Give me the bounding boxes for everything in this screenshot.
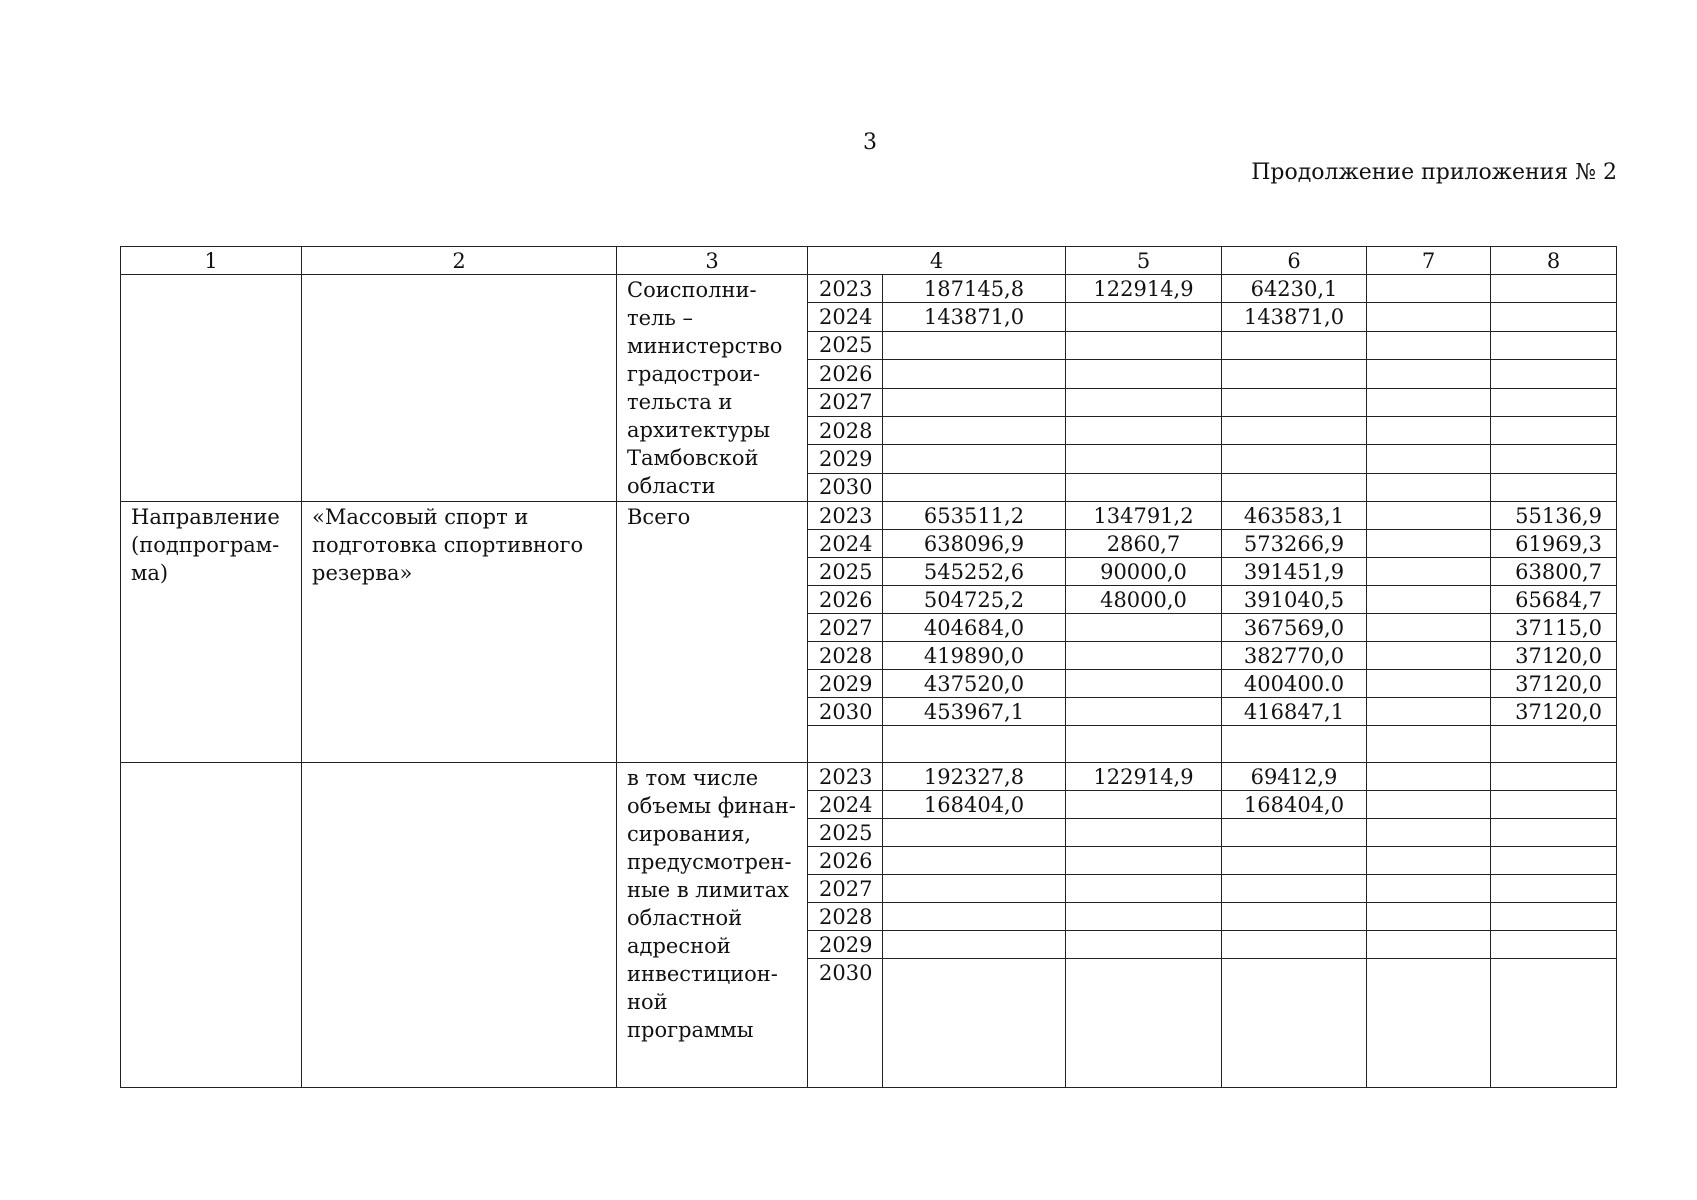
regional-cell: 573266,9 bbox=[1222, 530, 1367, 558]
regional-cell bbox=[1222, 416, 1367, 444]
local-cell bbox=[1367, 530, 1491, 558]
local-cell bbox=[1367, 614, 1491, 642]
other-cell bbox=[1491, 388, 1617, 416]
regional-cell: 64230,1 bbox=[1222, 275, 1367, 303]
local-cell bbox=[1367, 275, 1491, 303]
year-cell: 2028 bbox=[808, 416, 883, 444]
section-direction-cell bbox=[121, 502, 302, 763]
empty-cell bbox=[121, 763, 302, 1088]
regional-cell bbox=[1222, 445, 1367, 473]
federal-cell bbox=[1066, 416, 1222, 444]
local-cell bbox=[1367, 763, 1491, 791]
funding-table bbox=[120, 246, 1617, 1088]
year-cell: 2027 bbox=[808, 614, 883, 642]
regional-cell bbox=[1222, 959, 1367, 1088]
total-cell: 187145,8 bbox=[883, 275, 1066, 303]
other-cell bbox=[1491, 416, 1617, 444]
federal-cell bbox=[1066, 819, 1222, 847]
local-cell bbox=[1367, 445, 1491, 473]
section-direction-cell-line: Направление bbox=[131, 505, 280, 529]
empty-cell bbox=[1491, 726, 1617, 763]
local-cell bbox=[1367, 670, 1491, 698]
total-cell: 545252,6 bbox=[883, 558, 1066, 586]
federal-cell bbox=[1066, 847, 1222, 875]
table-row bbox=[121, 763, 1617, 791]
year-cell: 2026 bbox=[808, 847, 883, 875]
total-cell bbox=[883, 360, 1066, 388]
regional-cell bbox=[1222, 360, 1367, 388]
other-cell bbox=[1491, 903, 1617, 931]
local-cell bbox=[1367, 502, 1491, 530]
year-cell: 2023 bbox=[808, 275, 883, 303]
table-body bbox=[121, 247, 1617, 1088]
empty-cell bbox=[302, 763, 617, 1088]
federal-cell bbox=[1066, 360, 1222, 388]
continuation-label: Продолжение приложения № 2 bbox=[1251, 160, 1617, 185]
executor-cell-line: сирования, bbox=[627, 822, 752, 846]
federal-cell bbox=[1066, 388, 1222, 416]
total-cell: 638096,9 bbox=[883, 530, 1066, 558]
executor-cell-line: ной программы bbox=[627, 990, 754, 1042]
regional-cell: 391040,5 bbox=[1222, 586, 1367, 614]
executor-cell-line: ные в лимитах bbox=[627, 878, 789, 902]
empty-cell bbox=[1222, 726, 1367, 763]
year-cell: 2023 bbox=[808, 502, 883, 530]
total-cell bbox=[883, 331, 1066, 359]
other-cell bbox=[1491, 931, 1617, 959]
header-row bbox=[121, 247, 1617, 275]
regional-cell bbox=[1222, 388, 1367, 416]
regional-cell bbox=[1222, 875, 1367, 903]
executor-cell-line: предусмотрен- bbox=[627, 850, 792, 874]
federal-cell: 122914,9 bbox=[1066, 763, 1222, 791]
federal-cell bbox=[1066, 791, 1222, 819]
executor-cell-line: тельста и bbox=[627, 390, 733, 414]
other-cell bbox=[1491, 847, 1617, 875]
local-cell bbox=[1367, 586, 1491, 614]
federal-cell bbox=[1066, 875, 1222, 903]
regional-cell bbox=[1222, 847, 1367, 875]
local-cell bbox=[1367, 331, 1491, 359]
regional-cell: 168404,0 bbox=[1222, 791, 1367, 819]
year-cell: 2023 bbox=[808, 763, 883, 791]
other-cell bbox=[1491, 875, 1617, 903]
total-cell bbox=[883, 847, 1066, 875]
empty-cell bbox=[808, 726, 883, 763]
local-cell bbox=[1367, 791, 1491, 819]
executor-cell-line: тель – bbox=[627, 306, 693, 330]
total-cell bbox=[883, 473, 1066, 501]
executor-cell-line: Всего bbox=[627, 505, 691, 529]
header-cell: 6 bbox=[1222, 247, 1367, 275]
executor-cell bbox=[617, 275, 808, 502]
other-cell: 55136,9 bbox=[1491, 502, 1617, 530]
local-cell bbox=[1367, 875, 1491, 903]
total-cell bbox=[883, 445, 1066, 473]
local-cell bbox=[1367, 959, 1491, 1088]
executor-cell-line: инвестицион- bbox=[627, 962, 778, 986]
header-cell: 5 bbox=[1066, 247, 1222, 275]
total-cell bbox=[883, 416, 1066, 444]
other-cell bbox=[1491, 303, 1617, 331]
federal-cell bbox=[1066, 642, 1222, 670]
local-cell bbox=[1367, 931, 1491, 959]
local-cell bbox=[1367, 847, 1491, 875]
federal-cell bbox=[1066, 331, 1222, 359]
local-cell bbox=[1367, 819, 1491, 847]
regional-cell bbox=[1222, 903, 1367, 931]
header-cell: 8 bbox=[1491, 247, 1617, 275]
regional-cell: 382770,0 bbox=[1222, 642, 1367, 670]
other-cell bbox=[1491, 360, 1617, 388]
year-cell: 2026 bbox=[808, 360, 883, 388]
total-cell: 653511,2 bbox=[883, 502, 1066, 530]
other-cell bbox=[1491, 763, 1617, 791]
executor-cell-line: в том числе bbox=[627, 766, 759, 790]
year-cell: 2029 bbox=[808, 931, 883, 959]
section-direction-cell-line: ма) bbox=[131, 561, 169, 585]
local-cell bbox=[1367, 558, 1491, 586]
table-row bbox=[121, 502, 1617, 530]
local-cell bbox=[1367, 360, 1491, 388]
total-cell: 143871,0 bbox=[883, 303, 1066, 331]
total-cell bbox=[883, 388, 1066, 416]
local-cell bbox=[1367, 903, 1491, 931]
regional-cell: 367569,0 bbox=[1222, 614, 1367, 642]
federal-cell: 134791,2 bbox=[1066, 502, 1222, 530]
year-cell: 2030 bbox=[808, 473, 883, 501]
empty-cell bbox=[1367, 726, 1491, 763]
federal-cell: 90000,0 bbox=[1066, 558, 1222, 586]
section-name-cell bbox=[302, 502, 617, 763]
header-cell: 7 bbox=[1367, 247, 1491, 275]
regional-cell: 69412,9 bbox=[1222, 763, 1367, 791]
year-cell: 2025 bbox=[808, 331, 883, 359]
empty-cell bbox=[121, 275, 302, 502]
executor-cell bbox=[617, 763, 808, 1088]
other-cell: 37120,0 bbox=[1491, 642, 1617, 670]
regional-cell bbox=[1222, 931, 1367, 959]
section-name-cell-line: резерва» bbox=[312, 561, 413, 585]
local-cell bbox=[1367, 642, 1491, 670]
year-cell: 2024 bbox=[808, 303, 883, 331]
other-cell bbox=[1491, 331, 1617, 359]
regional-cell bbox=[1222, 819, 1367, 847]
regional-cell: 400400.0 bbox=[1222, 670, 1367, 698]
total-cell bbox=[883, 819, 1066, 847]
other-cell: 63800,7 bbox=[1491, 558, 1617, 586]
federal-cell bbox=[1066, 445, 1222, 473]
table-row bbox=[121, 275, 1617, 303]
total-cell bbox=[883, 959, 1066, 1088]
regional-cell: 143871,0 bbox=[1222, 303, 1367, 331]
empty-cell bbox=[883, 726, 1066, 763]
total-cell: 453967,1 bbox=[883, 698, 1066, 726]
year-cell: 2028 bbox=[808, 903, 883, 931]
other-cell bbox=[1491, 791, 1617, 819]
executor-cell-line: архитектуры bbox=[627, 418, 771, 442]
other-cell: 37115,0 bbox=[1491, 614, 1617, 642]
other-cell: 37120,0 bbox=[1491, 698, 1617, 726]
total-cell: 404684,0 bbox=[883, 614, 1066, 642]
executor-cell-line: объемы финан- bbox=[627, 794, 796, 818]
federal-cell: 122914,9 bbox=[1066, 275, 1222, 303]
other-cell: 65684,7 bbox=[1491, 586, 1617, 614]
total-cell bbox=[883, 875, 1066, 903]
year-cell: 2027 bbox=[808, 388, 883, 416]
federal-cell bbox=[1066, 303, 1222, 331]
year-cell: 2029 bbox=[808, 445, 883, 473]
total-cell: 419890,0 bbox=[883, 642, 1066, 670]
other-cell bbox=[1491, 819, 1617, 847]
executor-cell-line: областной bbox=[627, 906, 743, 930]
empty-cell bbox=[1066, 726, 1222, 763]
header-cell: 3 bbox=[617, 247, 808, 275]
section-direction-cell-line: (подпрограм- bbox=[131, 533, 280, 557]
year-cell: 2028 bbox=[808, 642, 883, 670]
regional-cell: 391451,9 bbox=[1222, 558, 1367, 586]
section-name-cell-line: «Массовый спорт и bbox=[312, 505, 529, 529]
regional-cell: 463583,1 bbox=[1222, 502, 1367, 530]
federal-cell bbox=[1066, 931, 1222, 959]
local-cell bbox=[1367, 473, 1491, 501]
executor-cell bbox=[617, 502, 808, 763]
other-cell: 37120,0 bbox=[1491, 670, 1617, 698]
federal-cell bbox=[1066, 903, 1222, 931]
executor-cell-line: Соисполни- bbox=[627, 278, 757, 302]
regional-cell: 416847,1 bbox=[1222, 698, 1367, 726]
regional-cell bbox=[1222, 473, 1367, 501]
year-cell: 2030 bbox=[808, 698, 883, 726]
total-cell bbox=[883, 903, 1066, 931]
header-cell: 1 bbox=[121, 247, 302, 275]
other-cell bbox=[1491, 275, 1617, 303]
header-cell: 2 bbox=[302, 247, 617, 275]
year-cell: 2030 bbox=[808, 959, 883, 1088]
federal-cell bbox=[1066, 473, 1222, 501]
other-cell bbox=[1491, 473, 1617, 501]
year-cell: 2025 bbox=[808, 558, 883, 586]
year-cell: 2024 bbox=[808, 530, 883, 558]
other-cell: 61969,3 bbox=[1491, 530, 1617, 558]
local-cell bbox=[1367, 416, 1491, 444]
empty-cell bbox=[302, 275, 617, 502]
federal-cell bbox=[1066, 614, 1222, 642]
other-cell bbox=[1491, 445, 1617, 473]
year-cell: 2026 bbox=[808, 586, 883, 614]
total-cell: 504725,2 bbox=[883, 586, 1066, 614]
executor-cell-line: адресной bbox=[627, 934, 731, 958]
federal-cell bbox=[1066, 698, 1222, 726]
other-cell bbox=[1491, 959, 1617, 1088]
year-cell: 2027 bbox=[808, 875, 883, 903]
executor-cell-line: области bbox=[627, 474, 716, 498]
total-cell: 168404,0 bbox=[883, 791, 1066, 819]
federal-cell: 2860,7 bbox=[1066, 530, 1222, 558]
total-cell: 192327,8 bbox=[883, 763, 1066, 791]
page-number: 3 bbox=[863, 130, 877, 155]
federal-cell bbox=[1066, 670, 1222, 698]
local-cell bbox=[1367, 698, 1491, 726]
section-name-cell-line: подготовка спортивного bbox=[312, 533, 584, 557]
year-cell: 2029 bbox=[808, 670, 883, 698]
federal-cell bbox=[1066, 959, 1222, 1088]
regional-cell bbox=[1222, 331, 1367, 359]
total-cell bbox=[883, 931, 1066, 959]
local-cell bbox=[1367, 388, 1491, 416]
year-cell: 2024 bbox=[808, 791, 883, 819]
federal-cell: 48000,0 bbox=[1066, 586, 1222, 614]
total-cell: 437520,0 bbox=[883, 670, 1066, 698]
executor-cell-line: министерство bbox=[627, 334, 783, 358]
header-cell: 4 bbox=[808, 247, 1066, 275]
local-cell bbox=[1367, 303, 1491, 331]
executor-cell-line: Тамбовской bbox=[627, 446, 759, 470]
executor-cell-line: градострои- bbox=[627, 362, 761, 386]
year-cell: 2025 bbox=[808, 819, 883, 847]
